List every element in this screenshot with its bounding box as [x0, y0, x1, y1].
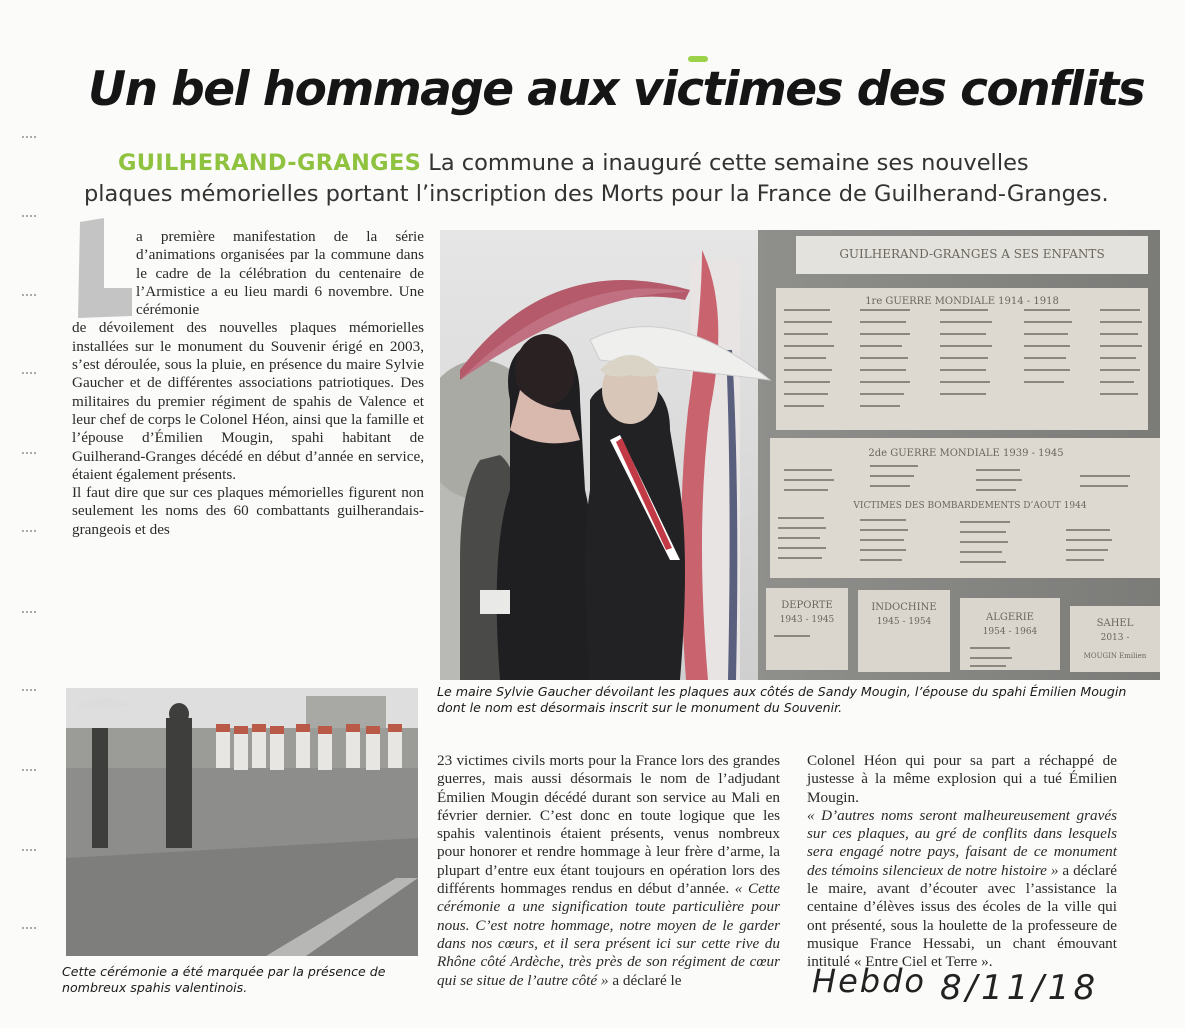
margin-mark	[22, 927, 36, 933]
col2-end: a déclaré le	[608, 971, 682, 989]
margin-mark	[22, 452, 36, 458]
monument-deporte: DEPORTE	[781, 600, 833, 611]
monument-header: GUILHERAND-GRANGES A SES ENFANTS	[839, 247, 1105, 261]
margin-mark	[22, 849, 36, 855]
place-name: GUILHERAND-GRANGES	[118, 150, 422, 176]
main-photo	[440, 230, 1160, 680]
monument-algerie: ALGERIE	[986, 612, 1034, 623]
margin-mark	[22, 530, 36, 536]
margin-mark	[22, 611, 36, 617]
ceremony-photo-caption: Cette cérémonie a été marquée par la présence de nombreux spahis valentinois.	[62, 964, 386, 995]
col3-end: a déclaré le maire, avant d’écouter avec l’assistance la centaine d’élèves issus des écoles de la ville qui ont présenté, sous la houlette de la professeure de musique France Hessabi, un chant émouvant intitulé « Entre Ciel et Terre ».	[807, 861, 1117, 971]
column-2	[437, 752, 780, 990]
handwritten-source: Hebdo	[812, 962, 926, 1000]
margin-mark	[22, 769, 36, 775]
margin-mark	[22, 136, 36, 142]
margin-mark	[22, 372, 36, 378]
margin-mark	[22, 215, 36, 221]
margin-mark	[22, 294, 36, 300]
col1-opening: a première manifestation de la série d’animations organisées par la commune dans le cadre de la célébration du centenaire de l’Armistice a eu lieu mardi 6 novembre. Une cérémonie	[136, 228, 424, 319]
monument-deporte-years: 1943 - 1945	[779, 615, 835, 625]
lead-line-1: La commune a inauguré cette semaine ses nouvelles	[421, 150, 1029, 176]
lead-line-2: plaques mémorielles portant l’inscription des Morts pour la France de Guilherand-Granges.	[84, 181, 1109, 207]
column-1	[72, 228, 424, 539]
monument-indochine-years: 1945 - 1954	[876, 617, 932, 627]
monument-sahel-years: 2013 -	[1100, 633, 1130, 643]
handwritten-date: 8/11/18	[940, 968, 1100, 1008]
col1-body: de dévoilement des nouvelles plaques mémorielles installées sur le monument du Souvenir érigé en 2003, s’est déroulée, sous la pluie, en présence du maire Sylvie Gaucher et de différentes associations patriotiques. Des militaires du premier régiment de spahis de Valence et leur chef de corps le Colonel Héon, ainsi que la famille et l’épouse d’Émilien Mougin, spahi habitant de Guilherand-Granges décédé en début d’année en service, étaient également présents.	[72, 319, 424, 483]
monument-indochine: INDOCHINE	[871, 602, 937, 613]
monument-bombing: VICTIMES DES BOMBARDEMENTS D’AOUT 1944	[853, 501, 1087, 511]
col3-body: Colonel Héon qui pour sa part a réchappé de justesse à la même explosion qui a tué Émilien Mougin.	[807, 752, 1117, 806]
margin-mark	[22, 689, 36, 695]
monument-mougin: MOUGIN Emilien	[1083, 652, 1147, 660]
monument-algerie-years: 1954 - 1964	[982, 627, 1038, 637]
col1-body-2: Il faut dire que sur ces plaques mémorielles figurent non seulement les noms des 60 combattants guilherandais-grangeois et des	[72, 484, 424, 538]
col2-quote: « Cette cérémonie a une signification toute particulière pour nous. C’est notre hommage, notre moyen de le garder dans nos cœurs, et il sera présent ici sur cette rive du Rhône côté Ardèche, très près de son régiment de cœur qui se situe de l’autre côté »	[437, 880, 780, 989]
article-title: Un bel hommage aux victimes des conflits	[88, 62, 1145, 117]
article-lead	[84, 148, 1168, 210]
col2-body: 23 victimes civils morts pour la France lors des grandes guerres, mais aussi désormais le nom de l’adjudant Émilien Mougin décédé durant son service au Mali en février dernier. C’est donc en toute logique que les spahis valentinois étaient présents, venus nombreux pour honorer et rendre hommage à leur frère d’arme, la plupart d’entre eux étant toujours en opération lors des différents hommages rendus en début d’année.	[437, 752, 780, 898]
monument-ww1: 1re GUERRE MONDIALE 1914 - 1918	[865, 296, 1059, 307]
col3-quote: « D’autres noms seront malheureusement gravés sur ces plaques, au gré de conflits dans lesquels sera engagé notre pays, faisant de ce monument des témoins silencieux de notre histoire »	[807, 806, 1117, 879]
ceremony-photo	[66, 688, 418, 956]
main-photo-caption: Le maire Sylvie Gaucher dévoilant les plaques aux côtés de Sandy Mougin, l’épouse du spahi Émilien Mougin dont le nom est désormais inscrit sur le monument du Souvenir.	[437, 684, 1127, 715]
column-3	[807, 752, 1117, 972]
monument-sahel: SAHEL	[1096, 618, 1134, 629]
monument-ww2: 2de GUERRE MONDIALE 1939 - 1945	[868, 448, 1064, 459]
